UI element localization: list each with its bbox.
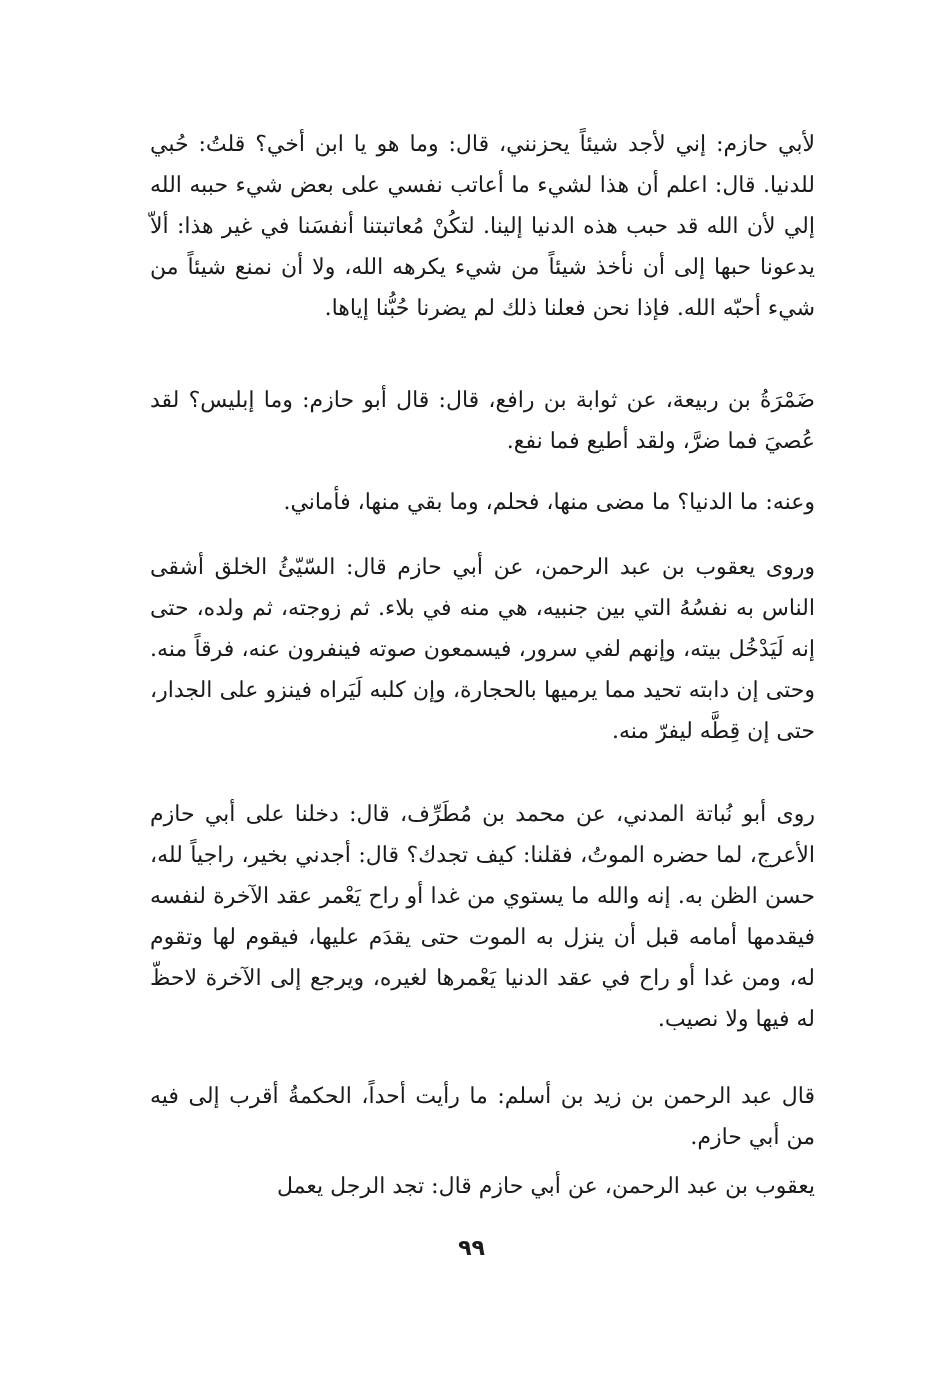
paragraph-5 [150,794,815,1040]
paragraph-text: قال عبد الرحمن بن زيد بن أسلم: ما رأيت أحداً، الحكمةُ أقرب إلى فيه من أبي حازم. [150,1084,815,1150]
paragraph-7 [150,1166,815,1207]
page-number: ٩٩ [458,1236,485,1261]
paragraph-text: ضَمْرَةُ بن ربيعة، عن ثوابة بن رافع، قال: قال أبو حازم: وما إبليس؟ لقد عُصيَ فما ضرَّ، ولقد أطيع فما نفع. [150,388,815,454]
paragraph-3 [150,482,815,523]
paragraph-text: وروى يعقوب بن عبد الرحمن، عن أبي حازم قال: السّيّئُ الخلق أشقى الناس به نفسُهُ التي بين جنبيه، هي منه في بلاء. ثم زوجته، ثم ولده، حتى إنه لَيَدْخُل بيته، وإنهم لفي سرور، فيسمعون صوته فينفرون عنه، فرقاً منه. وحتى إن دابته تحيد مما يرميها بالحجارة، وإن كلبه لَيَراه فينزو على الجدار، حتى إن قِطَّه ليفرّ منه. [150,555,815,744]
paragraph-2 [150,380,815,462]
paragraph-text: وعنه: ما الدنيا؟ ما مضى منها، فحلم، وما بقي منها، فأماني. [283,490,815,515]
paragraph-text: لأبي حازم: إني لأجد شيئاً يحزنني، قال: وما هو يا ابن أخي؟ قلتُ: حُبي للدنيا. قال: اعلم أن هذا لشيء ما أعاتب نفسي على بعض شيء حببه الله إلي لأن الله قد حبب هذه الدنيا إلينا. لتكُنْ مُعاتبتنا أنفسَنا في غير هذا: ألاّ يدعونا حبها إلى أن نأخذ شيئاً من شيء يكرهه الله، ولا أن نمنع شيئاً من شيء أحبّه الله. فإذا نحن فعلنا ذلك لم يضرنا حُبُّنا إياها. [150,132,815,321]
paragraph-text: يعقوب بن عبد الرحمن، عن أبي حازم قال: تجد الرجل يعمل [277,1174,815,1199]
paragraph-6 [150,1076,815,1158]
paragraph-text: روى أبو نُباتة المدني، عن محمد بن مُطَرِّف، قال: دخلنا على أبي حازم الأعرج، لما حضره الموتُ، فقلنا: كيف تجدك؟ قال: أجدني بخير، راجياً لله، حسن الظن به. إنه والله ما يستوي من غدا أو راح يَعْمر عقد الآخرة لنفسه فيقدمها أمامه قبل أن ينزل به الموت حتى يقدَم عليها، فيقوم لها وتقوم له، ومن غدا أو راح في عقد الدنيا يَعْمرها لغيره، ويرجع إلى الآخرة لاحظّ له فيها ولا نصيب. [150,802,815,1032]
paragraph-4 [150,547,815,752]
paragraph-1 [150,124,815,329]
